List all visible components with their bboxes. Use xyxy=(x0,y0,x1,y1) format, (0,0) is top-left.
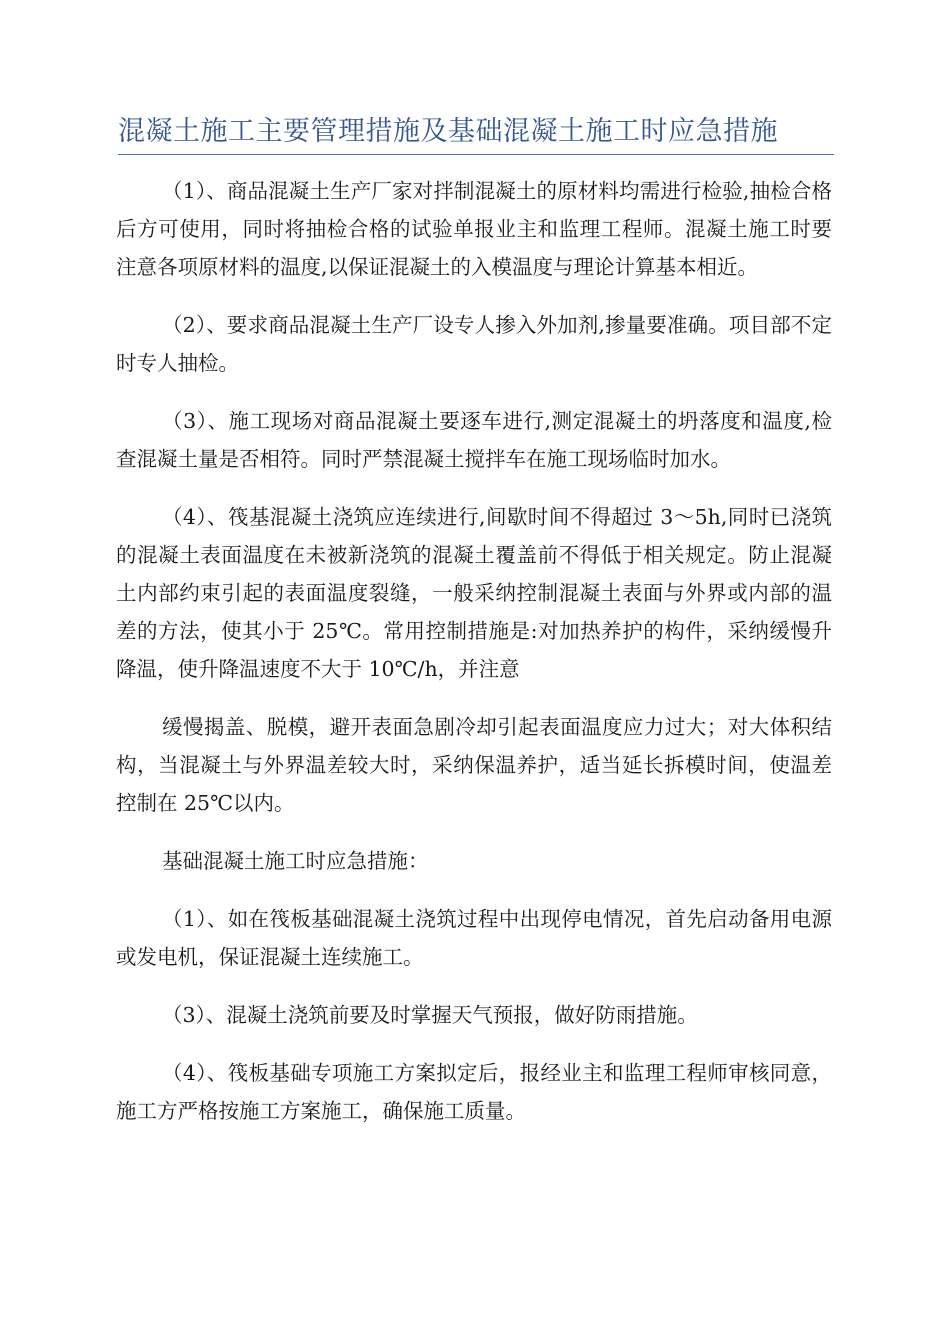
section-heading: 基础混凝土施工时应急措施： xyxy=(162,849,429,873)
paragraph-1: （1）、商品混凝土生产厂家对拌制混凝土的原材料均需进行检验,抽检合格后方可使用，同时将抽检合格的试验单报业主和监理工程师。混凝土施工时要注意各项原材料的温度,以保证混凝土的入模温度与理论计算基本相近。 xyxy=(116,179,832,279)
document-title: 混凝土施工主要管理措施及基础混凝土施工时应急措施 xyxy=(118,116,778,147)
document-body xyxy=(116,172,832,1150)
paragraph-6: （1）、如在筏板基础混凝土浇筑过程中出现停电情况，首先启动备用电源或发电机，保证混凝土连续施工。 xyxy=(116,907,832,969)
title-underline xyxy=(118,154,834,155)
paragraph-2: （2）、要求商品混凝土生产厂设专人掺入外加剂,掺量要准确。项目部不定时专人抽检。 xyxy=(116,313,832,375)
paragraph-7: （3）、混凝土浇筑前要及时掌握天气预报，做好防雨措施。 xyxy=(162,1003,698,1027)
paragraph-8: （4）、筏板基础专项施工方案拟定后，报经业主和监理工程师审核同意，施工方严格按施工方案施工，确保施工质量。 xyxy=(116,1061,832,1123)
paragraph-3: （3）、施工现场对商品混凝土要逐车进行,测定混凝土的坍落度和温度,检查混凝土量是否相符。同时严禁混凝土搅拌车在施工现场临时加水。 xyxy=(116,409,832,471)
paragraph-5: 缓慢揭盖、脱模，避开表面急剧冷却引起表面温度应力过大；对大体积结构，当混凝土与外界温差较大时，采纳保温养护，适当延长拆模时间，使温差控制在 25℃以内。 xyxy=(116,715,832,815)
paragraph-4: （4）、筏基混凝土浇筑应连续进行,间歇时间不得超过 3～5h,同时已浇筑的混凝土表面温度在未被新浇筑的混凝土覆盖前不得低于相关规定。防止混凝土内部约束引起的表面温度裂缝，一般采纳控制混凝土表面与外界或内部的温差的方法，使其小于 25℃。常用控制措施是:对加热养护的构件，采纳缓慢升降温，使升降温速度不大于 10℃/h，并注意 xyxy=(116,505,832,681)
